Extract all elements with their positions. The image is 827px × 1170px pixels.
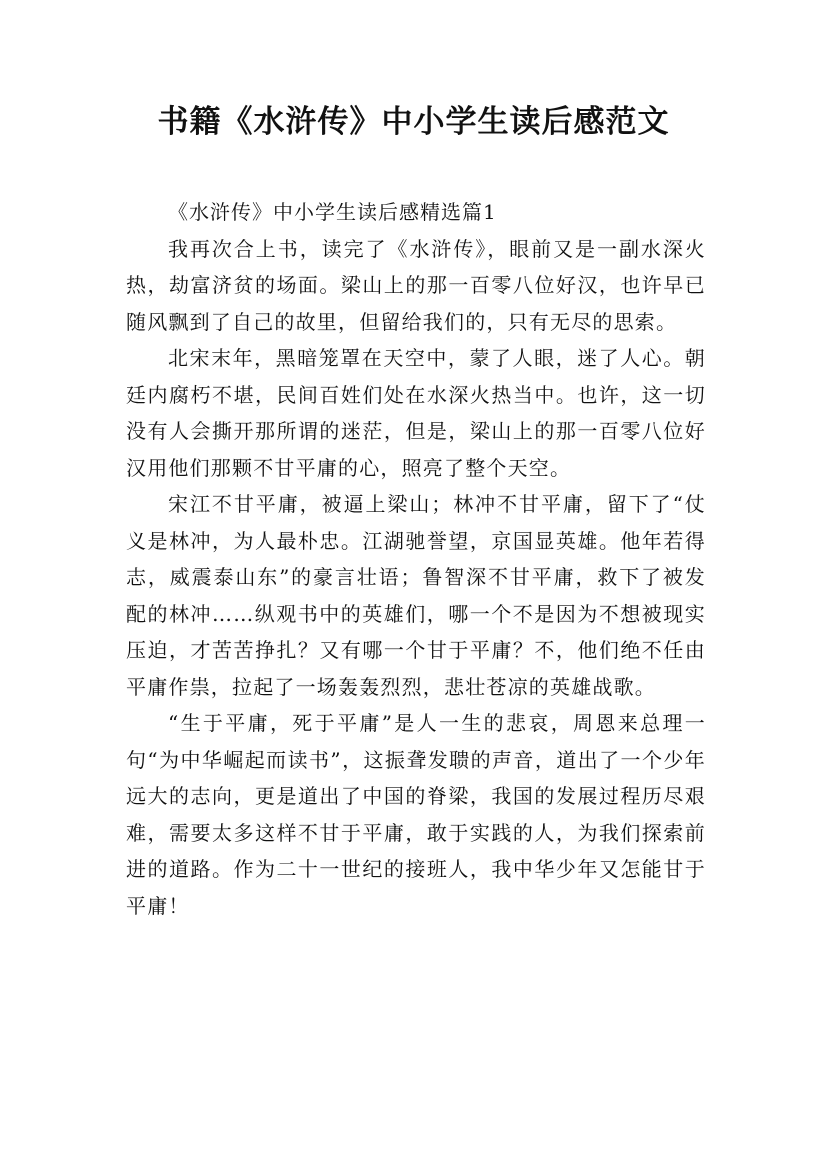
document-body xyxy=(126,194,706,924)
document-title: 书籍《水浒传》中小学生读后感范文 xyxy=(157,104,670,140)
paragraph-4: “生于平庸，死于平庸”是人一生的悲哀，周恩来总理一句“为中华崛起而读书”，这振聋发聩的声音，道出了一个少年远大的志向，更是道出了中国的脊梁，我国的发展过程历尽艰难，需要太多这样不甘于平庸，敢于实践的人，为我们探索前进的道路。作为二十一世纪的接班人，我中华少年又怎能甘于平庸！ xyxy=(126,711,706,918)
section-heading: 《水浒传》中小学生读后感精选篇1 xyxy=(168,200,497,224)
paragraph-2: 北宋末年，黑暗笼罩在天空中，蒙了人眼，迷了人心。朝廷内腐朽不堪，民间百姓们处在水深火热当中。也许，这一切没有人会撕开那所谓的迷茫，但是，梁山上的那一百零八位好汉用他们那颗不甘平庸的心，照亮了整个天空。 xyxy=(126,346,706,480)
paragraph-1: 我再次合上书，读完了《水浒传》，眼前又是一副水深火热，劫富济贫的场面。梁山上的那一百零八位好汉，也许早已随风飘到了自己的故里，但留给我们的，只有无尽的思索。 xyxy=(126,236,706,334)
paragraph-3: 宋江不甘平庸，被逼上梁山；林冲不甘平庸，留下了“仗义是林冲，为人最朴忠。江湖驰誉望，京国显英雄。他年若得志，威震泰山东”的豪言壮语；鲁智深不甘平庸，救下了被发配的林冲……纵观书中的英雄们，哪一个不是因为不想被现实压迫，才苦苦挣扎？又有哪一个甘于平庸？不，他们绝不任由平庸作祟，拉起了一场轰轰烈烈，悲壮苍凉的英雄战歌。 xyxy=(126,492,706,699)
